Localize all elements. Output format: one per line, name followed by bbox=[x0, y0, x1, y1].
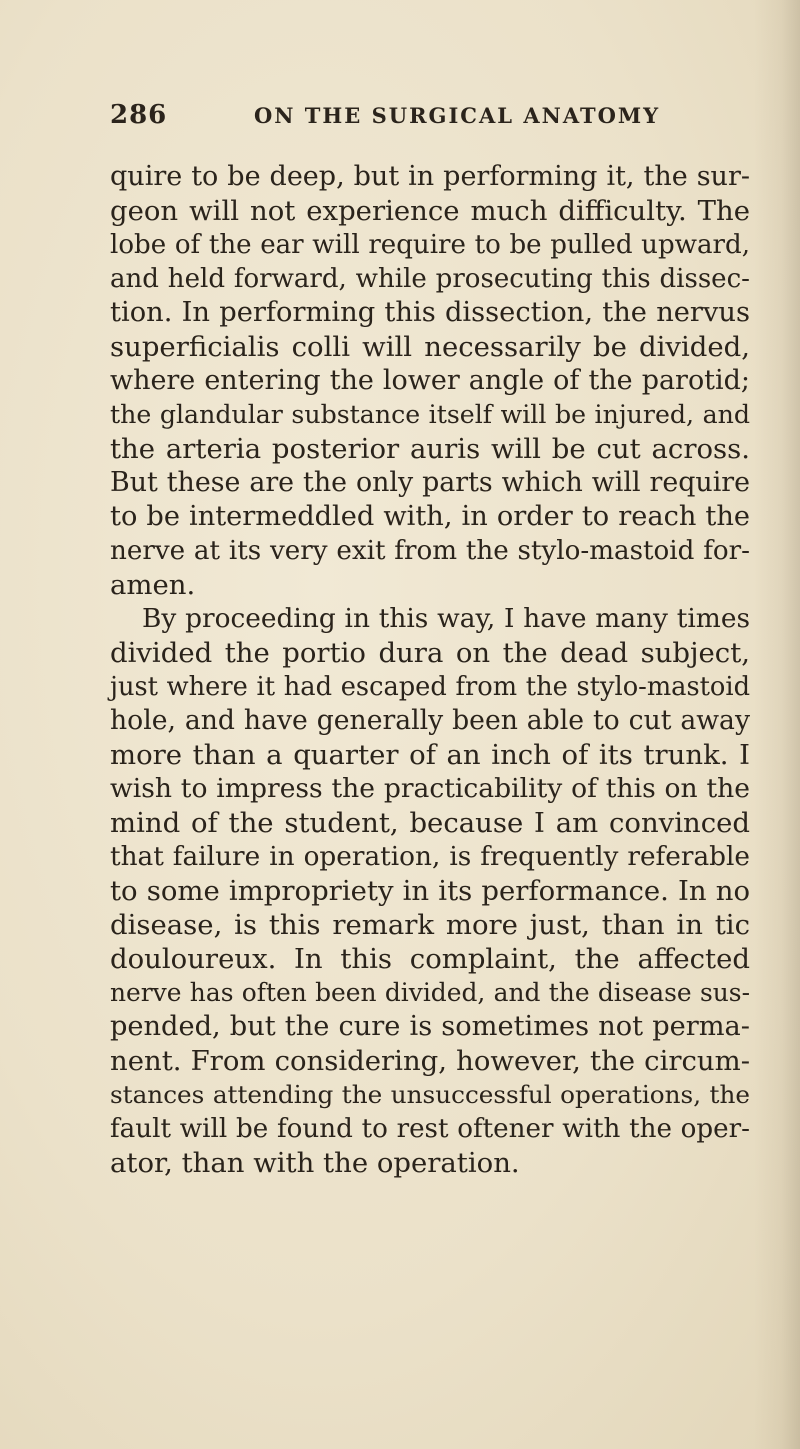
text-line: where entering the lower angle of the parotid; bbox=[110, 365, 750, 396]
text-line: nent. From considering, however, the circum- bbox=[110, 1045, 750, 1077]
page-header bbox=[110, 100, 750, 140]
text-line: quire to be deep, but in performing it, the sur- bbox=[110, 161, 750, 192]
text-line: nerve at its very exit from the stylo-mastoid for- bbox=[110, 536, 750, 566]
text-line: to be intermeddled with, in order to reach the bbox=[110, 501, 750, 532]
text-line: fault will be found to rest oftener with the oper- bbox=[110, 1114, 750, 1144]
text-line: that failure in operation, is frequently referable bbox=[110, 842, 750, 872]
text-line: tion. In performing this dissection, the nervus bbox=[110, 297, 750, 328]
text-line: stances attending the unsuccessful operations, the bbox=[110, 1080, 750, 1109]
text-line: just where it had escaped from the stylo-mastoid bbox=[110, 672, 750, 702]
text-line: douloureux. In this complaint, the affected bbox=[110, 943, 750, 975]
text-line: the arteria posterior auris will be cut across. bbox=[110, 433, 750, 465]
body-text bbox=[110, 160, 750, 1180]
text-line: to some impropriety in its performance. In no bbox=[110, 875, 750, 907]
text-line: wish to impress the practicability of this on the bbox=[110, 773, 750, 804]
paragraph-start-line: By proceeding in this way, I have many times bbox=[142, 603, 750, 634]
text-line: geon will not experience much difficulty. The bbox=[110, 195, 750, 227]
running-head: ON THE SURGICAL ANATOMY bbox=[254, 103, 661, 128]
text-line: divided the portio dura on the dead subject, bbox=[110, 637, 750, 669]
text-line: mind of the student, because I am convinced bbox=[110, 807, 750, 839]
page-number: 286 bbox=[110, 100, 168, 130]
text-line: and held forward, while prosecuting this dissec- bbox=[110, 264, 750, 294]
text-line: disease, is this remark more just, than in tic bbox=[110, 909, 750, 941]
text-line: nerve has often been divided, and the disease sus- bbox=[110, 978, 750, 1007]
text-line: hole, and have generally been able to cut away bbox=[110, 705, 750, 736]
text-line: lobe of the ear will require to be pulled upward, bbox=[110, 230, 750, 260]
text-line: the glandular substance itself will be injured, and bbox=[110, 400, 750, 429]
text-line: more than a quarter of an inch of its trunk. I bbox=[110, 739, 750, 771]
paragraph-end-line: ator, than with the operation. bbox=[110, 1147, 520, 1179]
page-edge-shadow bbox=[754, 0, 800, 1449]
text-line: superficialis colli will necessarily be divided, bbox=[110, 331, 750, 363]
text-line: pended, but the cure is sometimes not perma- bbox=[110, 1011, 750, 1042]
paragraph-end-line: amen. bbox=[110, 569, 196, 601]
text-line: But these are the only parts which will require bbox=[110, 467, 750, 498]
